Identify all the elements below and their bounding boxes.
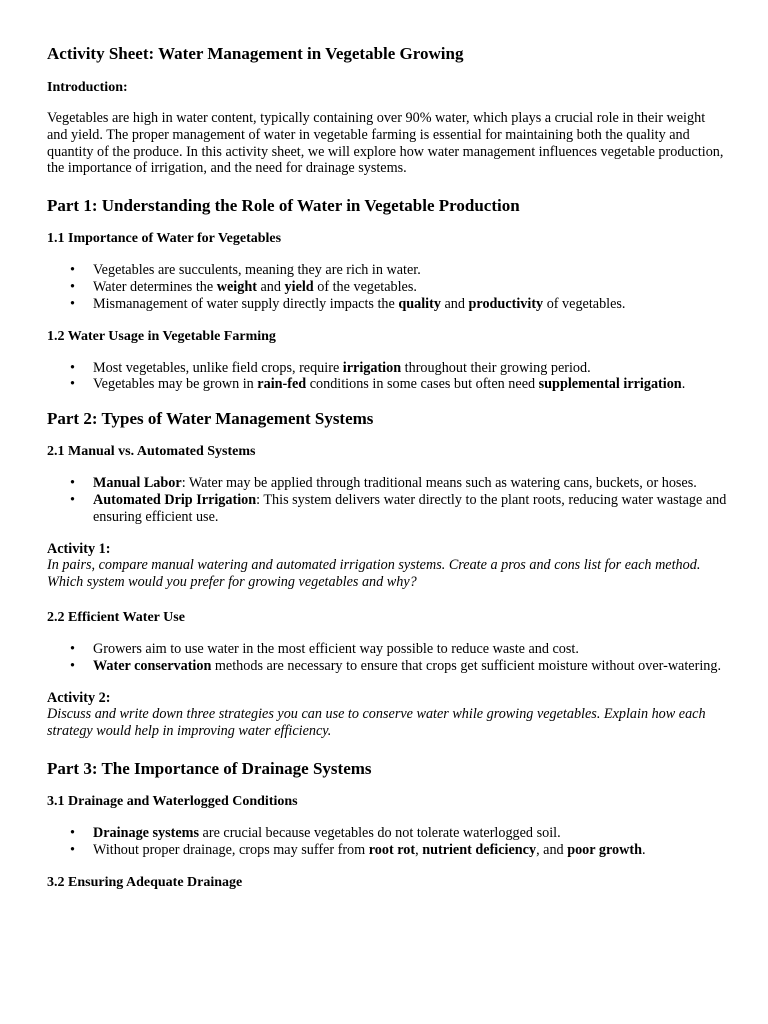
section-2-2-list xyxy=(47,641,727,675)
section-3-1-list xyxy=(47,825,727,859)
document-title: Activity Sheet: Water Management in Vegetable Growing xyxy=(47,44,464,63)
section-3-1-heading: 3.1 Drainage and Waterlogged Conditions xyxy=(47,793,298,809)
activity-2-text: Discuss and write down three strategies you can use to conserve water while growing vegetables. Explain how each strategy would help in improving water efficiency. xyxy=(47,706,706,740)
part3-heading: Part 3: The Importance of Drainage Systems xyxy=(47,758,372,778)
list-item: • Most vegetables, unlike field crops, require irrigation throughout their growing period. xyxy=(93,360,727,377)
document xyxy=(47,43,727,906)
activity-1-title: Activity 1: xyxy=(47,540,111,557)
section-2-1-list xyxy=(47,475,727,525)
section-1-1-list xyxy=(47,262,727,312)
activity-2-title: Activity 2: xyxy=(47,689,111,706)
list-item: • Without proper drainage, crops may suffer from root rot, nutrient deficiency, and poor growth. xyxy=(93,842,727,859)
part1-heading: Part 1: Understanding the Role of Water in Vegetable Production xyxy=(47,196,520,216)
list-item: • Mismanagement of water supply directly impacts the quality and productivity of vegetables. xyxy=(93,296,727,313)
section-1-2-list xyxy=(47,360,727,394)
intro-heading: Introduction: xyxy=(47,80,128,95)
list-item: • Automated Drip Irrigation: This system delivers water directly to the plant roots, reducing water wastage and ensuring efficient use. xyxy=(93,492,727,526)
section-3-2-heading: 3.2 Ensuring Adequate Drainage xyxy=(47,874,243,890)
activity-1-text: In pairs, compare manual watering and automated irrigation systems. Create a pros and cons list for each method. Which system would you prefer for growing vegetables and why? xyxy=(47,557,701,591)
section-1-2-heading: 1.2 Water Usage in Vegetable Farming xyxy=(47,328,276,344)
list-item: • Manual Labor: Water may be applied through traditional means such as watering cans, buckets, or hoses. xyxy=(93,475,727,492)
section-2-1-heading: 2.1 Manual vs. Automated Systems xyxy=(47,444,256,460)
list-item: • Water conservation methods are necessary to ensure that crops get sufficient moisture without over-watering. xyxy=(93,658,727,675)
intro-paragraph: Vegetables are high in water content, typically containing over 90% water, which plays a crucial role in their weight and yield. The proper management of water in vegetable farming is essential for maintaining both the quality and quantity of the produce. In this activity sheet, we will explore how water management influences vegetable production, the importance of irrigation, and the need for drainage systems. xyxy=(47,110,724,177)
list-item: • Growers aim to use water in the most efficient way possible to reduce waste and cost. xyxy=(93,641,727,658)
section-1-1-heading: 1.1 Importance of Water for Vegetables xyxy=(47,231,282,247)
list-item: • Water determines the weight and yield of the vegetables. xyxy=(93,279,727,296)
list-item: • Vegetables may be grown in rain-fed conditions in some cases but often need supplemental irrigation. xyxy=(93,376,727,393)
list-item: • Vegetables are succulents, meaning they are rich in water. xyxy=(93,262,727,279)
part2-heading: Part 2: Types of Water Management Systems xyxy=(47,409,374,429)
list-item: • Drainage systems are crucial because vegetables do not tolerate waterlogged soil. xyxy=(93,825,727,842)
section-2-2-heading: 2.2 Efficient Water Use xyxy=(47,609,185,625)
